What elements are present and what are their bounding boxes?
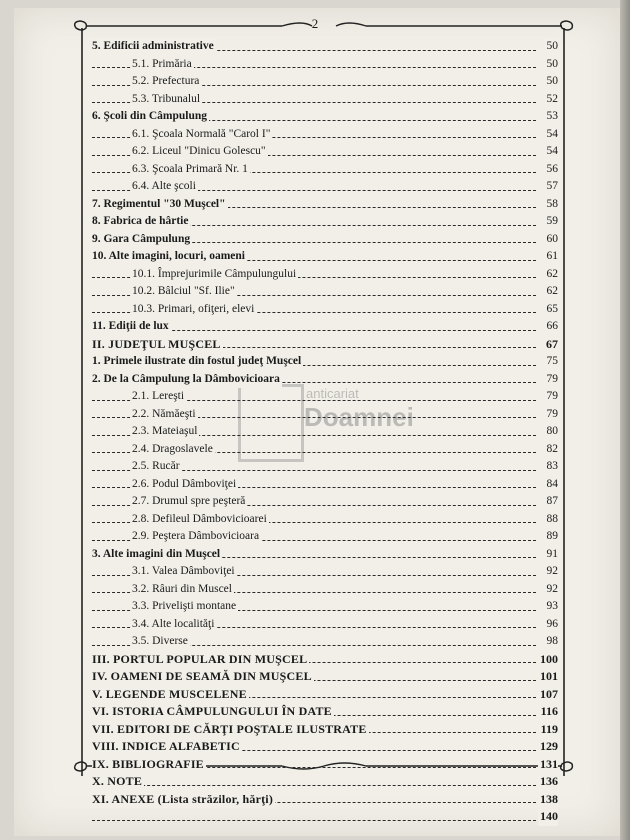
toc-entry bbox=[92, 38, 558, 56]
toc-entry-page: 50 bbox=[545, 38, 559, 56]
toc-entry-title: 11. Ediţii de lux bbox=[92, 318, 171, 336]
toc-entry-title: 5.3. Tribunalul bbox=[132, 91, 202, 109]
scroll-frame-right bbox=[560, 28, 568, 776]
toc-entry bbox=[92, 686, 558, 704]
toc-entry bbox=[92, 668, 558, 686]
toc-entry-title: 9. Gara Câmpulung bbox=[92, 231, 192, 249]
toc-entry bbox=[92, 213, 558, 231]
toc-entry-page: 65 bbox=[545, 301, 559, 319]
toc-entry-page: 50 bbox=[545, 56, 559, 74]
toc-entry bbox=[92, 458, 558, 476]
toc-entry-title: VI. ISTORIA CÂMPULUNGULUI ÎN DATE bbox=[92, 703, 334, 721]
toc-entry bbox=[92, 266, 558, 284]
toc-entry-title: VIII. INDICE ALFABETIC bbox=[92, 738, 242, 756]
toc-entry bbox=[92, 476, 558, 494]
toc-entry-title: 2.7. Drumul spre peşteră bbox=[132, 493, 247, 511]
toc-entry bbox=[92, 528, 558, 546]
toc-entry-title: 5.1. Primăria bbox=[132, 56, 194, 74]
watermark-line-2: Doamnei bbox=[304, 402, 414, 432]
toc-entry-page: 140 bbox=[538, 808, 558, 826]
toc-entry-page: 62 bbox=[545, 266, 559, 284]
toc-entry bbox=[92, 616, 558, 634]
toc-entry-page: 82 bbox=[545, 441, 559, 459]
toc-entry-page: 100 bbox=[538, 651, 558, 669]
page-number: 2 bbox=[311, 16, 319, 31]
toc-entry bbox=[92, 318, 558, 336]
toc-entry bbox=[92, 773, 558, 791]
toc-entry-page: 59 bbox=[545, 213, 559, 231]
toc-entry-page: 54 bbox=[545, 126, 559, 144]
toc-entry-page: 98 bbox=[545, 633, 559, 651]
toc-entry-title: V. LEGENDE MUSCELENE bbox=[92, 686, 249, 704]
toc-entry bbox=[92, 808, 558, 826]
toc-entry-page: 79 bbox=[545, 406, 559, 424]
toc-entry-page: 56 bbox=[545, 161, 559, 179]
toc-entry-title: 6.3. Şcoala Primară Nr. 1 bbox=[132, 161, 250, 179]
toc-entry-page: 131 bbox=[538, 756, 558, 774]
toc-entry bbox=[92, 651, 558, 669]
watermark-line-1: anticariat bbox=[306, 386, 359, 401]
toc-entry-page: 92 bbox=[545, 563, 559, 581]
toc-entry bbox=[92, 546, 558, 564]
toc-entry-page: 75 bbox=[545, 353, 559, 371]
toc-entry-page: 84 bbox=[545, 476, 559, 494]
toc-entry-page: 116 bbox=[539, 703, 558, 721]
toc-entry bbox=[92, 231, 558, 249]
toc-entry-page: 89 bbox=[545, 528, 559, 546]
toc-entry bbox=[92, 721, 558, 739]
toc-entry-page: 54 bbox=[545, 143, 559, 161]
dot-leader bbox=[92, 785, 536, 786]
toc-entry bbox=[92, 738, 558, 756]
toc-entry-page: 62 bbox=[545, 283, 559, 301]
toc-entry-page: 93 bbox=[545, 598, 559, 616]
toc-entry-page: 87 bbox=[545, 493, 559, 511]
dot-leader bbox=[92, 820, 536, 821]
toc-entry bbox=[92, 511, 558, 529]
toc-entry-title: 2.3. Mateiaşul bbox=[132, 423, 199, 441]
toc-entry-title: 2.6. Podul Dâmboviţei bbox=[132, 476, 238, 494]
toc-entry-page: 88 bbox=[545, 511, 559, 529]
toc-entry-page: 80 bbox=[545, 423, 559, 441]
toc-entry-page: 79 bbox=[545, 388, 559, 406]
toc-entry bbox=[92, 406, 558, 424]
toc-entry-title: III. PORTUL POPULAR DIN MUŞCEL bbox=[92, 651, 309, 669]
toc-entry-page: 101 bbox=[538, 668, 558, 686]
toc-entry-page: 96 bbox=[545, 616, 559, 634]
toc-entry-page: 79 bbox=[545, 371, 559, 389]
toc-entry-page: 60 bbox=[545, 231, 559, 249]
toc-entry bbox=[92, 703, 558, 721]
toc-entry-title: 2.2. Nămăeşti bbox=[132, 406, 198, 424]
toc-entry-title: 6. Şcoli din Câmpulung bbox=[92, 108, 209, 126]
toc-entry bbox=[92, 301, 558, 319]
toc-entry bbox=[92, 756, 558, 774]
toc-entry bbox=[92, 563, 558, 581]
toc-entry-title: 2.8. Defileul Dâmbovicioarei bbox=[132, 511, 269, 529]
toc-entry-title: 10.3. Primari, ofiţeri, elevi bbox=[132, 301, 256, 319]
toc-entry-page: 66 bbox=[545, 318, 559, 336]
toc-entry-page: 67 bbox=[544, 336, 558, 354]
toc-entry-title: 3.3. Privelişti montane bbox=[132, 598, 238, 616]
toc-entry-title: 2.1. Lereşti bbox=[132, 388, 186, 406]
toc-entry bbox=[92, 388, 558, 406]
toc-entry bbox=[92, 283, 558, 301]
toc-entry-page: 53 bbox=[545, 108, 559, 126]
toc-entry-title: 6.1. Şcoala Normală "Carol I" bbox=[132, 126, 272, 144]
toc-entry bbox=[92, 196, 558, 214]
toc-entry-title: II. JUDEŢUL MUŞCEL bbox=[92, 336, 223, 354]
toc-entry-title: 10.2. Bâlciul "Sf. Ilie" bbox=[132, 283, 237, 301]
toc-entry-title: 1. Primele ilustrate din fostul judeţ Muşcel bbox=[92, 353, 303, 371]
toc-entry-title: 3. Alte imagini din Muşcel bbox=[92, 546, 222, 564]
toc-entry-title: 7. Regimentul "30 Muşcel" bbox=[92, 196, 228, 214]
toc-entry bbox=[92, 791, 558, 809]
toc-entry-title: IV. OAMENI DE SEAMĂ DIN MUŞCEL bbox=[92, 668, 314, 686]
toc-entry bbox=[92, 108, 558, 126]
toc-entry-title: IX. BIBLIOGRAFIE bbox=[92, 756, 206, 774]
toc-entry-title: 3.2. Râuri din Muscel bbox=[132, 581, 234, 599]
toc-entry-title: 8. Fabrica de hârtie bbox=[92, 213, 190, 231]
toc-entry-page: 107 bbox=[538, 686, 558, 704]
toc-entry-title: 5. Edificii administrative bbox=[92, 38, 216, 56]
toc-entry bbox=[92, 353, 558, 371]
toc-entry-title: 2.9. Peştera Dâmbovicioara bbox=[132, 528, 261, 546]
toc-entry-page: 50 bbox=[545, 73, 559, 91]
toc-entry-page: 58 bbox=[545, 196, 559, 214]
toc-entry-title: 2.4. Dragoslavele bbox=[132, 441, 215, 459]
toc-entry-title: 2.5. Rucăr bbox=[132, 458, 182, 476]
toc-entry bbox=[92, 56, 558, 74]
toc-entry-title: 3.4. Alte localităţi bbox=[132, 616, 216, 634]
toc-entry-page: 136 bbox=[538, 773, 558, 791]
toc-entry bbox=[92, 178, 558, 196]
toc-entry-page: 91 bbox=[545, 546, 559, 564]
toc-entry-title: 3.1. Valea Dâmboviţei bbox=[132, 563, 237, 581]
toc-entry-title: 3.5. Diverse bbox=[132, 633, 190, 651]
toc-entry-page: 92 bbox=[545, 581, 559, 599]
toc-entry-title: VII. EDITORI DE CĂRŢI POŞTALE ILUSTRATE bbox=[92, 721, 369, 739]
toc-entry bbox=[92, 598, 558, 616]
toc-entry bbox=[92, 143, 558, 161]
toc-entry-title: 6.2. Liceul "Dinicu Golescu" bbox=[132, 143, 268, 161]
toc-entry-title: 5.2. Prefectura bbox=[132, 73, 201, 91]
toc-entry-title: 2. De la Câmpulung la Dâmbovicioara bbox=[92, 371, 282, 389]
toc-entry bbox=[92, 581, 558, 599]
toc-entry bbox=[92, 91, 558, 109]
toc-entry bbox=[92, 248, 558, 266]
toc-entry-page: 52 bbox=[545, 91, 559, 109]
toc-entry bbox=[92, 493, 558, 511]
table-of-contents bbox=[92, 38, 558, 826]
toc-entry-title: X. NOTE bbox=[92, 773, 144, 791]
toc-entry-page: 61 bbox=[545, 248, 559, 266]
toc-entry bbox=[92, 633, 558, 651]
toc-entry bbox=[92, 441, 558, 459]
toc-entry-page: 129 bbox=[538, 738, 558, 756]
toc-entry bbox=[92, 73, 558, 91]
toc-entry bbox=[92, 161, 558, 179]
toc-entry-page: 83 bbox=[545, 458, 559, 476]
toc-entry bbox=[92, 371, 558, 389]
toc-entry-title: 10.1. Împrejurimile Câmpulungului bbox=[132, 266, 298, 284]
toc-entry-title: XI. ANEXE (Lista străzilor, hărţi) bbox=[92, 791, 275, 809]
page-edge-shadow bbox=[620, 0, 630, 840]
toc-entry-title: 10. Alte imagini, locuri, oameni bbox=[92, 248, 247, 266]
toc-entry bbox=[92, 423, 558, 441]
scroll-frame-left bbox=[78, 28, 86, 776]
toc-entry-page: 138 bbox=[538, 791, 558, 809]
toc-entry-title: 6.4. Alte şcoli bbox=[132, 178, 198, 196]
toc-entry bbox=[92, 336, 558, 354]
toc-entry bbox=[92, 126, 558, 144]
toc-entry-page: 57 bbox=[545, 178, 559, 196]
toc-entry-page: 119 bbox=[539, 721, 558, 739]
